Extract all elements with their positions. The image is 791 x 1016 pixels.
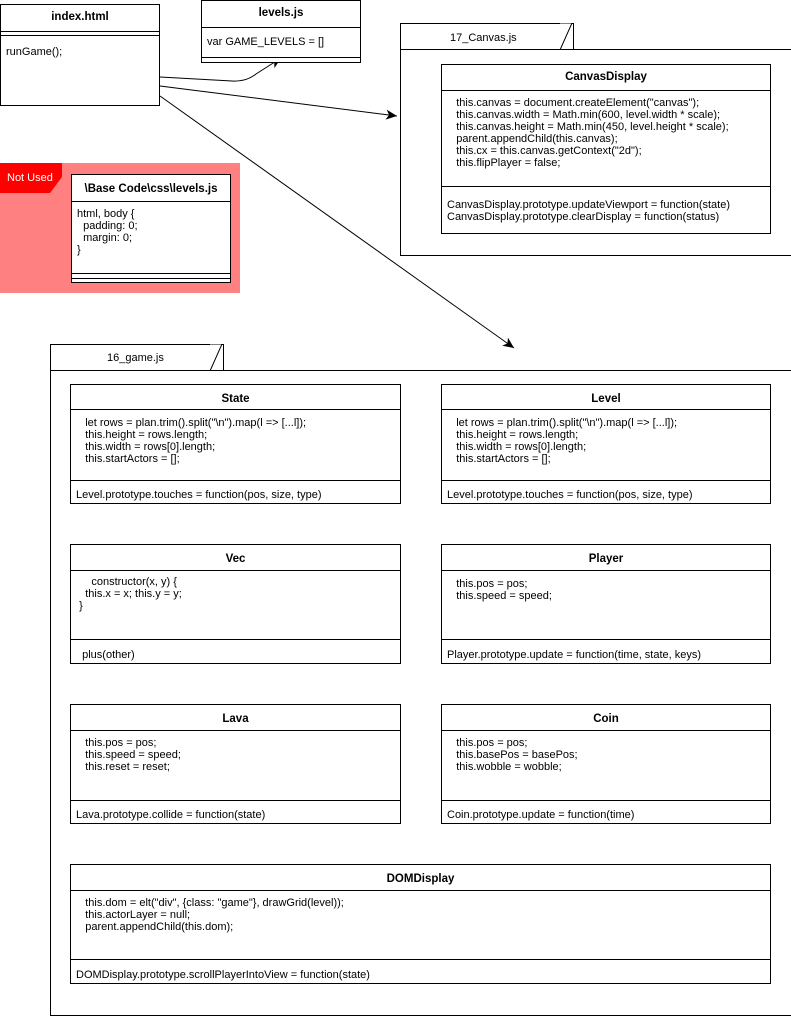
class-canvas-display-fields: this.canvas = document.createElement("canvas"); this.canvas.width = Math.min(600, level.width * scale); this.canvas.height = Math.min(450, level.height * scale); parent.appendChild(this.canvas); this.cx = this.canvas.getContext("2d"); this.flipPlayer = false; — [456, 97, 729, 169]
index-html-body: runGame(); — [6, 46, 63, 58]
class-level-name: Level — [591, 393, 621, 405]
class-coin-name: Coin — [593, 713, 619, 725]
class-level-methods: Level.prototype.touches = function(pos, size, type) — [447, 489, 693, 501]
class-coin-fields: this.pos = pos; this.basePos = basePos; this.wobble = wobble; — [456, 737, 578, 773]
levels-js-title: levels.js — [258, 7, 304, 19]
css-levels-body: html, body { padding: 0; margin: 0; } — [77, 208, 138, 256]
css-levels-box[interactable] — [71, 174, 231, 283]
class-state[interactable] — [70, 384, 401, 504]
class-vec-methods: plus(other) — [76, 649, 135, 661]
class-vec[interactable] — [70, 544, 401, 664]
not-used-label: Not Used — [7, 172, 53, 184]
class-player-name: Player — [588, 553, 624, 565]
class-dom-display-methods: DOMDisplay.prototype.scrollPlayerIntoView = function(state) — [76, 969, 370, 981]
class-level-fields: let rows = plan.trim().split("\n").map(l => [...l]); this.height = rows.length; this.width = rows[0].length; this.startActors = []; — [456, 417, 678, 465]
class-coin-methods: Coin.prototype.update = function(time) — [447, 809, 635, 821]
class-state-name: State — [221, 393, 250, 405]
class-canvas-display[interactable] — [441, 64, 771, 234]
index-html-box[interactable] — [0, 4, 160, 106]
arrow-index-to-canvas — [160, 86, 397, 116]
class-lava-fields: this.pos = pos; this.speed = speed; this.reset = reset; — [85, 737, 181, 773]
game-package-label: 16_game.js — [107, 352, 164, 364]
class-state-fields: let rows = plan.trim().split("\n").map(l => [...l]); this.height = rows.length; this.width = rows[0].length; this.startActors = []; — [85, 417, 307, 465]
class-level[interactable] — [441, 384, 771, 504]
class-vec-name: Vec — [225, 553, 246, 565]
canvas-package-label: 17_Canvas.js — [450, 32, 517, 44]
css-levels-title: \Base Code\css\levels.js — [84, 183, 218, 195]
class-canvas-display-methods: CanvasDisplay.prototype.updateViewport = function(state) CanvasDisplay.prototype.clearDisplay = function(status) — [447, 199, 731, 223]
class-dom-display[interactable] — [70, 864, 771, 984]
levels-js-box[interactable] — [201, 0, 361, 63]
class-player-methods: Player.prototype.update = function(time, state, keys) — [447, 649, 702, 661]
class-lava[interactable] — [70, 704, 401, 824]
class-canvas-display-name: CanvasDisplay — [565, 71, 647, 83]
levels-js-body: var GAME_LEVELS = [] — [207, 36, 325, 48]
index-html-title: index.html — [51, 11, 109, 23]
class-dom-display-name: DOMDisplay — [386, 873, 455, 885]
class-dom-display-fields: this.dom = elt("div", {class: "game"}, drawGrid(level)); this.actorLayer = null; parent.appendChild(this.dom); — [85, 897, 344, 933]
class-lava-name: Lava — [222, 713, 249, 725]
class-player-fields: this.pos = pos; this.speed = speed; — [456, 578, 552, 602]
class-coin[interactable] — [441, 704, 771, 824]
class-player[interactable] — [441, 544, 771, 664]
not-used-tag — [0, 163, 62, 193]
class-lava-methods: Lava.prototype.collide = function(state) — [76, 809, 266, 821]
class-state-methods: Level.prototype.touches = function(pos, size, type) — [76, 489, 322, 501]
class-vec-fields: constructor(x, y) { this.x = x; this.y = y; } — [79, 576, 182, 612]
